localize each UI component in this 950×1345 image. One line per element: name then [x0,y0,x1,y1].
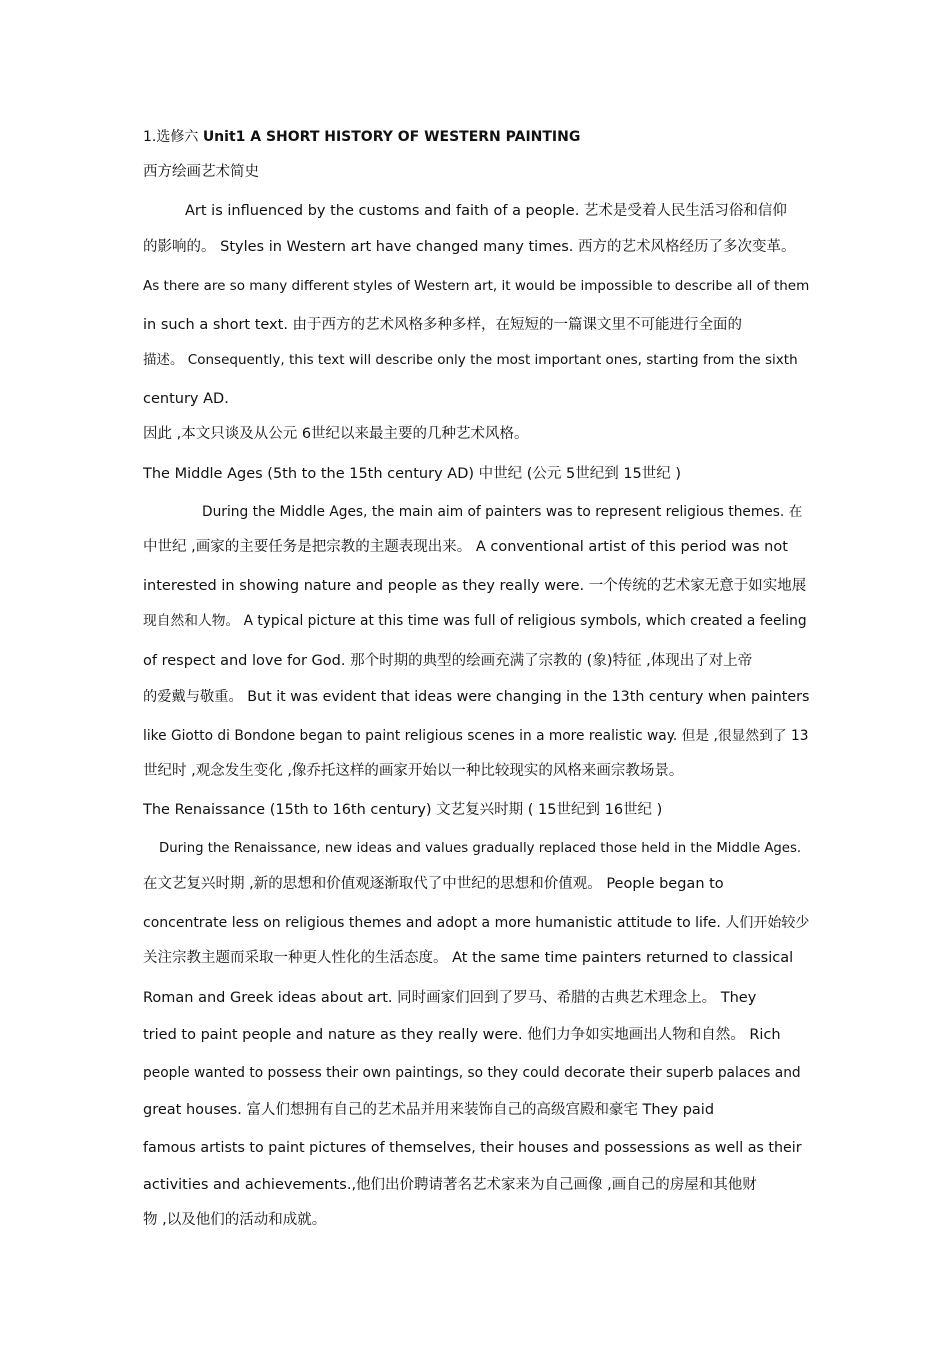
text-line: 的影响的。 Styles in Western art have changed many times. 西方的艺术风格经历了多次变革。 [143,239,796,255]
text-line: 西方绘画艺术简史 [143,164,259,180]
text-line: century AD. [143,391,229,407]
text-line: of respect and love for God. 那个时期的典型的绘画充满了宗教的 (象)特征 ,体现出了对上帝 [143,653,753,669]
text-line: concentrate less on religious themes and adopt a more humanistic attitude to life. 人们开始较少 [143,915,810,931]
text-line: Art is influenced by the customs and faith of a people. 艺术是受着人民生活习俗和信仰 [185,203,787,219]
section-heading: The Renaissance (15th to 16th century) 文艺复兴时期 ( 15世纪到 16世纪 ) [143,802,663,818]
text-line: like Giotto di Bondone began to paint religious scenes in a more realistic way. 但是 ,很显然到了 13 [143,728,809,744]
text-line: 关注宗教主题而采取一种更人性化的生活态度。 At the same time painters returned to classical [143,950,794,966]
page-title [143,127,808,147]
section-heading: The Middle Ages (5th to the 15th century AD) 中世纪 (公元 5世纪到 15世纪 ) [143,466,682,482]
text-line: 中世纪 ,画家的主要任务是把宗教的主题表现出来。 A conventional artist of this period was not [143,539,788,555]
text-line: in such a short text. 由于西方的艺术风格多种多样，在短短的一篇课文里不可能进行全面的 [143,317,743,333]
title-prefix: 1.选修六 [143,129,199,145]
text-line: During the Middle Ages, the main aim of painters was to represent religious themes. 在 [202,504,803,520]
text-line: people wanted to possess their own paintings, so they could decorate their superb palaces and [143,1065,801,1081]
text-line: 物 ,以及他们的活动和成就。 [143,1212,327,1228]
text-line: famous artists to paint pictures of themselves, their houses and possessions as well as their [143,1140,802,1156]
text-line: 的爱戴与敬重。 But it was evident that ideas were changing in the 13th century when painters [143,689,810,705]
text-line: interested in showing nature and people as they really were. 一个传统的艺术家无意于如实地展 [143,578,807,594]
text-line: 现自然和人物。 A typical picture at this time was full of religious symbols, which created a feeling [143,613,807,629]
text-line: tried to paint people and nature as they really were. 他们力争如实地画出人物和自然。 Rich [143,1027,781,1043]
text-line: 在文艺复兴时期 ,新的思想和价值观逐渐取代了中世纪的思想和价值观。 People began to [143,876,724,892]
text-line: 描述。 Consequently, this text will describe only the most important ones, starting from the sixth [143,352,798,368]
text-line: 世纪时 ,观念发生变化 ,像乔托这样的画家开始以一种比较现实的风格来画宗教场景。 [143,763,684,779]
title-main: Unit1 A SHORT HISTORY OF WESTERN PAINTING [202,129,581,145]
text-line: 因此 ,本文只谈及从公元 6世纪以来最主要的几种艺术风格。 [143,426,529,442]
text-line: great houses. 富人们想拥有自己的艺术品并用来装饰自己的高级宫殿和豪宅 They paid [143,1102,715,1118]
text-line: activities and achievements.,他们出价聘请著名艺术家来为自己画像 ,画自己的房屋和其他财 [143,1177,757,1193]
text-line: During the Renaissance, new ideas and values gradually replaced those held in the Middle Ages. [159,841,802,856]
text-line: Roman and Greek ideas about art. 同时画家们回到了罗马、希腊的古典艺术理念上。 They [143,990,757,1006]
text-line: As there are so many different styles of Western art, it would be impossible to describe all of them [143,278,810,294]
